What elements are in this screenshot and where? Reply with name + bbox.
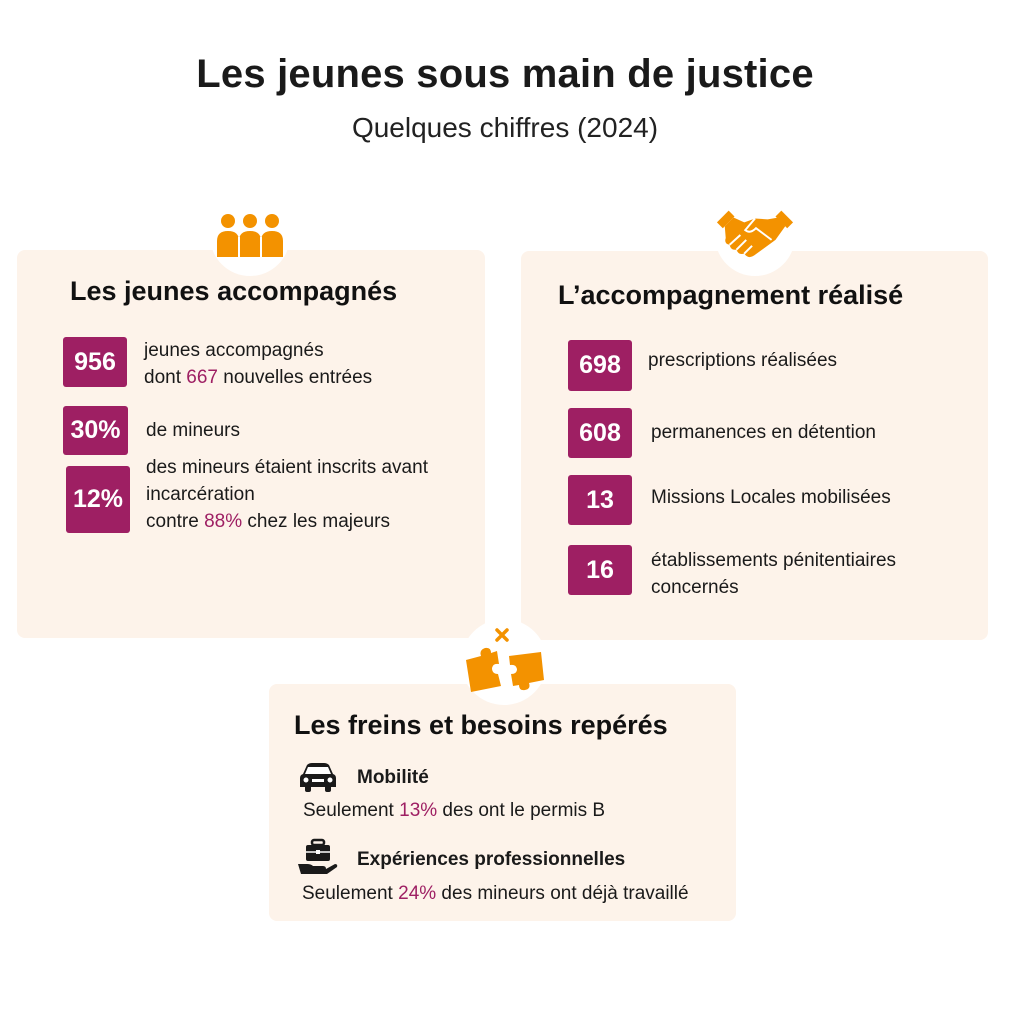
stat-badge: 608: [568, 408, 632, 458]
card-title-bottom: Les freins et besoins repérés: [294, 710, 668, 740]
car-icon: [298, 761, 338, 798]
briefcase-hand-icon: [297, 838, 339, 881]
stat-text: permanences en détention: [651, 422, 876, 443]
stat-badge: 13: [568, 475, 632, 525]
stat-text: des mineurs étaient inscrits avant incarcération contre 88% chez les majeurs: [146, 457, 428, 532]
stat-badge: 12%: [66, 466, 130, 533]
stat-text: prescriptions réalisées: [648, 350, 838, 371]
page-title: Les jeunes sous main de justice: [196, 52, 814, 96]
stat-text: établissements pénitentiaires concernés: [651, 550, 897, 598]
stat-badge: 16: [568, 545, 632, 595]
stat-badge: 698: [568, 340, 632, 391]
stat-badge: 30%: [63, 406, 128, 455]
item-text: Seulement 13% des ont le permis B: [303, 800, 606, 821]
page-subtitle: Quelques chiffres (2024): [351, 112, 659, 143]
puzzle-icon: [461, 619, 547, 705]
item-heading: Mobilité: [357, 767, 429, 788]
stat-badge: 956: [63, 337, 127, 387]
item-text: Seulement 24% des mineurs ont déjà travaillé: [302, 883, 689, 904]
card-title-left: Les jeunes accompagnés: [70, 276, 398, 306]
people-group-icon: [210, 196, 290, 276]
handshake-icon: [715, 196, 795, 276]
item-heading: Expériences professionnelles: [357, 849, 626, 870]
stat-text: de mineurs: [146, 420, 240, 441]
card-title-right: L’accompagnement réalisé: [558, 280, 904, 310]
stat-text: Missions Locales mobilisées: [651, 487, 891, 508]
stat-text: jeunes accompagnés dont 667 nouvelles entrées: [144, 340, 373, 388]
